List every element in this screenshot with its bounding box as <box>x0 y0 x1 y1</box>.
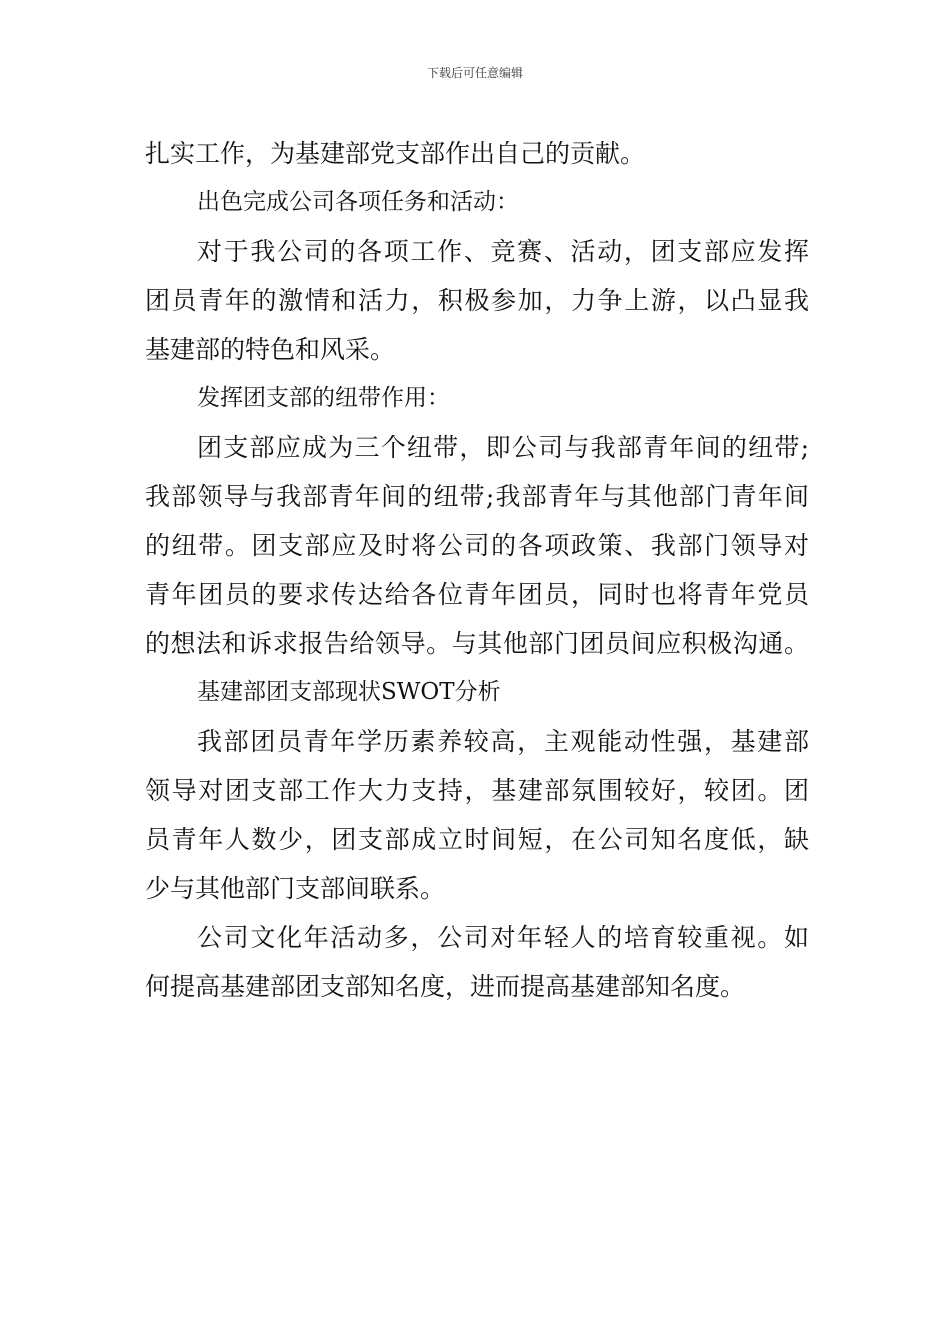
text-line: 团员青年的激情和活力，积极参加，力争上游，以凸显我 <box>145 286 809 315</box>
section-heading: 发挥团支部的纽带作用： <box>197 385 450 411</box>
text-line: 员青年人数少，团支部成立时间短，在公司知名度低，缺 <box>145 825 809 854</box>
section-heading: 基建部团支部现状SWOT分析 <box>197 679 501 705</box>
text-line: 基建部的特色和风采。 <box>145 335 396 364</box>
text-line: 的纽带。团支部应及时将公司的各项政策、我部门领导对 <box>145 531 809 560</box>
document-body <box>145 129 809 1011</box>
text-line: 对于我公司的各项工作、竞赛、活动，团支部应发挥 <box>197 237 809 266</box>
text-line: 何提高基建部团支部知名度，进而提高基建部知名度。 <box>145 972 746 1001</box>
text-line: 青年团员的要求传达给各位青年团员，同时也将青年党员 <box>145 580 809 609</box>
text-line: 我部领导与我部青年间的纽带;我部青年与其他部门青年间 <box>145 482 809 511</box>
text-line: 公司文化年活动多，公司对年轻人的培育较重视。如 <box>197 923 809 952</box>
text-line: 少与其他部门支部间联系。 <box>145 874 446 903</box>
text-line: 的想法和诉求报告给领导。与其他部门团员间应积极沟通。 <box>145 629 809 658</box>
text-line: 我部团员青年学历素养较高，主观能动性强，基建部 <box>197 727 809 756</box>
section-heading: 出色完成公司各项任务和活动： <box>197 189 519 215</box>
text-line: 扎实工作，为基建部党支部作出自己的贡献。 <box>145 139 646 168</box>
text-line: 领导对团支部工作大力支持，基建部氛围较好，较团。团 <box>145 776 809 805</box>
page-header: 下载后可任意编辑 <box>426 66 523 80</box>
text-line: 团支部应成为三个纽带，即公司与我部青年间的纽带; <box>197 433 809 462</box>
